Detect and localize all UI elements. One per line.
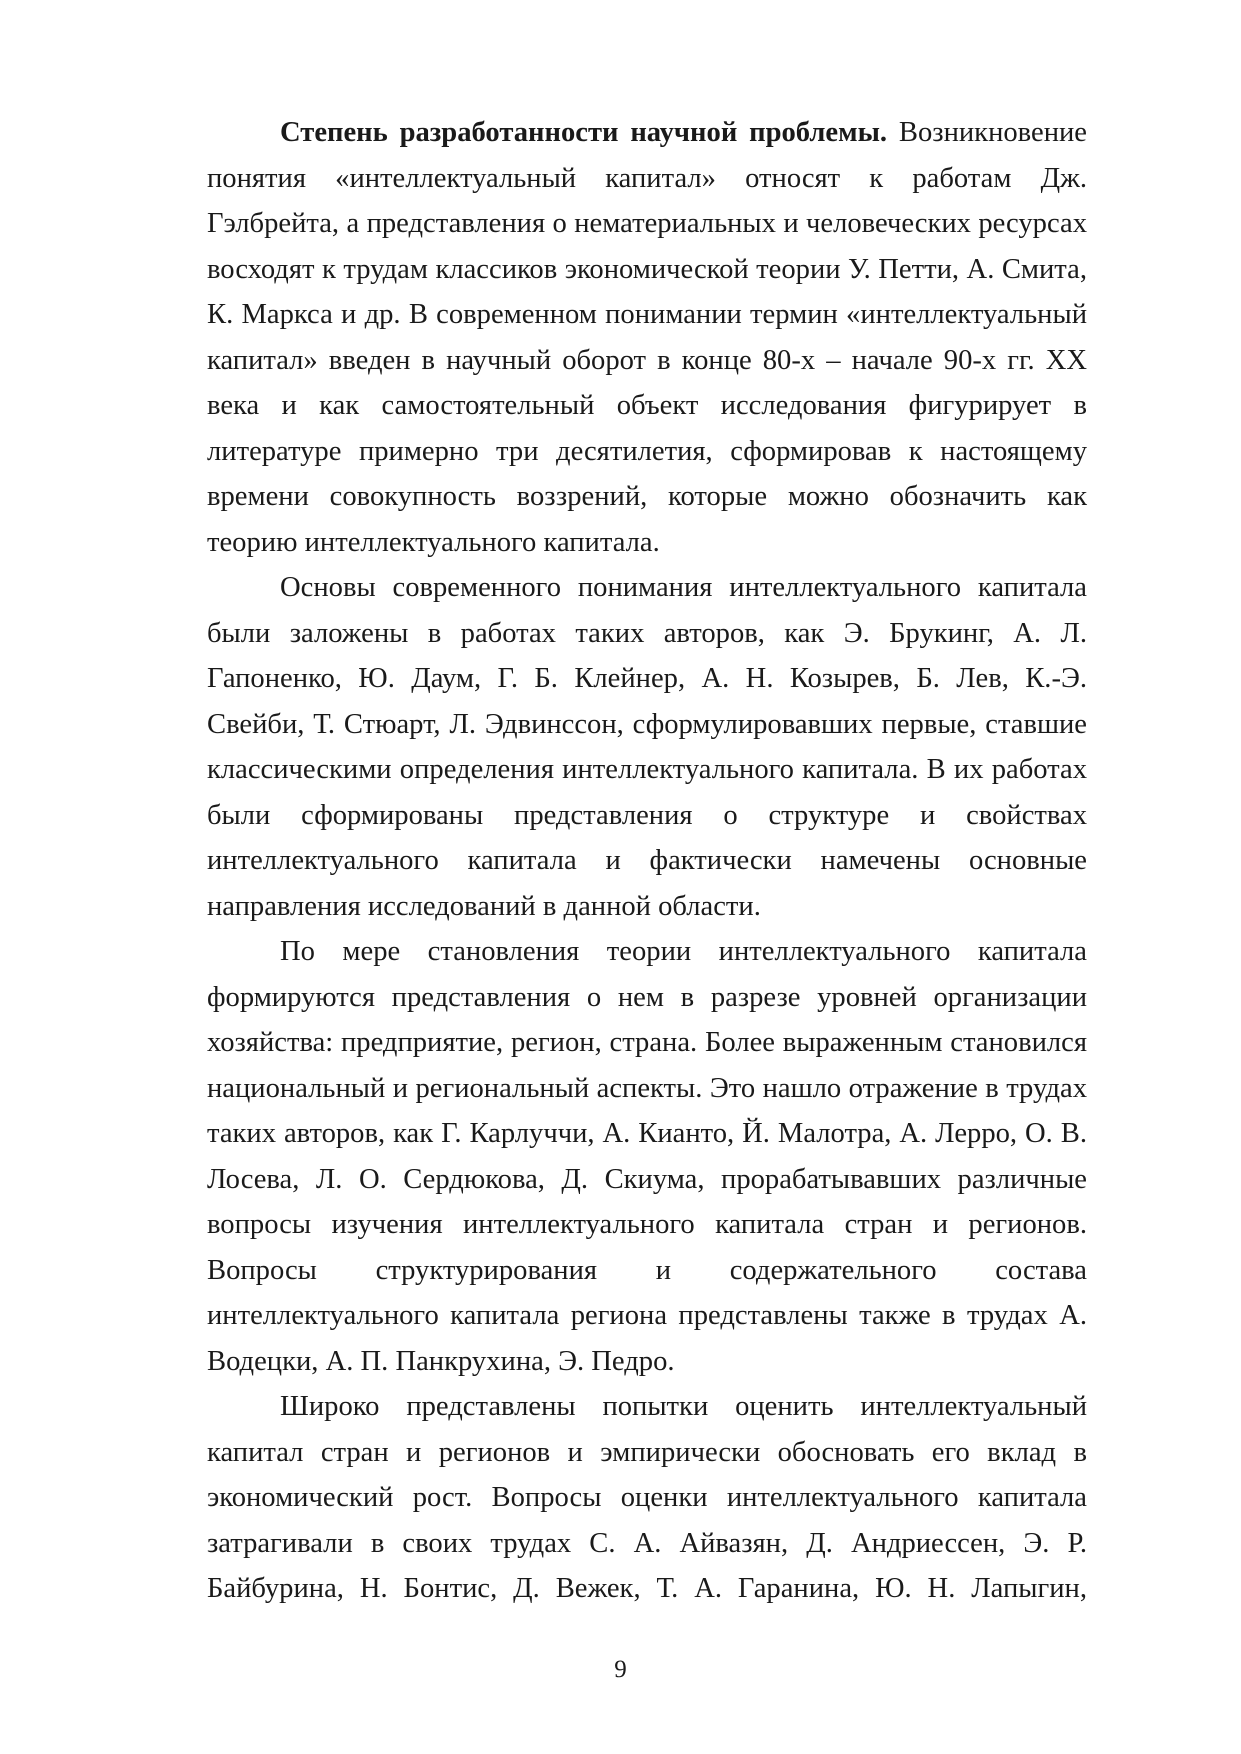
paragraph-text: Основы современного понимания интеллектуального капитала были заложены в работах таких авторов, как Э. Брукинг, А. Л. Гапоненко, Ю. Даум, Г. Б. Клейнер, А. Н. Козырев, Б. Лев, К.-Э. Свейби, Т. Стюарт, Л. Эдвинссон, сформулировавших первые, ставшие классическими определения интеллектуального капитала. В их работах были сформированы представления о структуре и свойствах интеллектуального капитала и фактически намечены основные направления исследований в данной области. bbox=[207, 572, 1087, 922]
paragraph-assessment bbox=[207, 1384, 1087, 1612]
paragraph-foundations bbox=[207, 565, 1087, 929]
paragraph-heading: Степень разработанности научной проблемы. bbox=[280, 117, 888, 148]
page-number: 9 bbox=[614, 1656, 627, 1683]
paragraph-text: Широко представлены попытки оценить интеллектуальный капитал стран и регионов и эмпирически обосновать его вклад в экономический рост. Вопросы оценки интеллектуального капитала затрагивали в своих трудах С. А. Айвазян, Д. Андриессен, Э. Р. Байбурина, Н. Бонтис, Д. Вежек, Т. А. Гаранина, Ю. Н. Лапыгин, bbox=[207, 1391, 1087, 1604]
paragraph-levels bbox=[207, 929, 1087, 1384]
document-page bbox=[207, 110, 1087, 1612]
paragraph-text: Возникновение понятия «интеллектуальный капитал» относят к работам Дж. Гэлбрейта, а представления о нематериальных и человеческих ресурсах восходят к трудам классиков экономической теории У. Петти, А. Смита, К. Маркса и др. В современном понимании термин «интеллектуальный капитал» введен в научный оборот в конце 80-х – начале 90-х гг. XX века и как самостоятельный объект исследования фигурирует в литературе примерно три десятилетия, сформировав к настоящему времени совокупность воззрений, которые можно обозначить как теорию интеллектуального капитала. bbox=[207, 117, 1087, 558]
paragraph-text: По мере становления теории интеллектуального капитала формируются представления о нем в разрезе уровней организации хозяйства: предприятие, регион, страна. Более выраженным становился национальный и региональный аспекты. Это нашло отражение в трудах таких авторов, как Г. Карлуччи, А. Кианто, Й. Малотра, А. Лерро, О. В. Лосева, Л. О. Сердюкова, Д. Скиума, прорабатывавших различные вопросы изучения интеллектуального капитала стран и регионов. Вопросы структурирования и содержательного состава интеллектуального капитала региона представлены также в трудах А. Водецки, А. П. Панкрухина, Э. Педро. bbox=[207, 936, 1087, 1377]
paragraph-research-extent bbox=[207, 110, 1087, 565]
